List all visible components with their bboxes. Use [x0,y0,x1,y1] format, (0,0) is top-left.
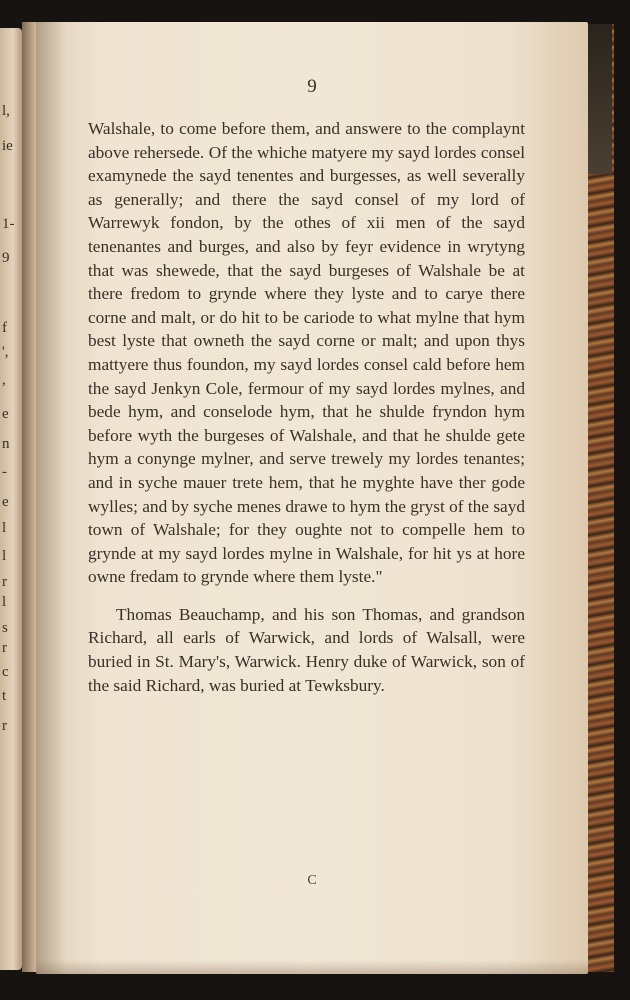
book-cover-edge [584,24,612,174]
page-bottom-shadow [36,960,588,974]
paragraph-burials: Thomas Beauchamp, and his son Thomas, and grandson Richard, all earls of Warwick, and lords of Walsall, were buried in St. Mary's, Warwick. Henry duke of Warwick, son of the said Richard, was buried at Tewksbury. [88,604,525,695]
left-page-fragment: r [2,718,7,734]
left-page-fragment: l [2,520,7,536]
left-page-fragment: c [2,664,9,680]
left-page-fragment: n [2,436,10,452]
left-page-fragment: l, [2,103,10,119]
left-page-fragment: ie [2,138,13,154]
left-page-fragment: - [2,464,7,480]
left-page-fragment: 1- [2,216,15,232]
left-page-fragment: r [2,574,7,590]
left-page-fragment: t [2,688,7,704]
book-page [36,22,588,974]
left-page-edge [0,28,22,970]
left-page-fragment: l [2,548,7,564]
left-page-fragment: s [2,620,8,636]
left-page-fragment: 9 [2,250,10,266]
left-page-fragment: e [2,406,9,422]
left-page-fragment: l [2,594,7,610]
page-number: 9 [307,76,317,97]
left-page-fragment: r [2,640,7,656]
left-page-fragment: , [2,372,6,388]
signature-mark: C [307,873,317,888]
left-page-fragment: e [2,494,9,510]
left-page-fragment: ', [2,344,9,360]
left-page-fragment: f [2,320,7,336]
page-text [88,117,525,697]
paragraph-quote: Walshale, to come before them, and answere to the complaynt above rehersede. Of the whiche matyere my sayd lordes consel examynede the sayd tenentes and burgesses, as well severally as generally; and there the sayd consel of my lord of Warrewyk fondon, by the othes of xii men of the sayd tenenantes and burges, and also by feyr evidence in wrytyng that was shewede, that the sayd burgeses of Walshale be at there fredom to grynde where they lyste and to carye there corne and malt, or do hit to be cariode to what mylne that hym best lyste that owneth the sayd corne or malt; and upon thys mattyere thus foundon, my sayd lordes consel cald before hem the sayd Jenkyn Cole, fermour of my sayd lordes mylnes, and bede hym, and conselode hym, that he shulde fryndon hym before wyth the burgeses of Walshale, and that he shulde gete hym a conynge mylner, and serve trewely my lordes tenantes; and in syche mauer trete hem, that he myghte have ther gode wylles; and by syche menes drawe to hym the gryst of the sayd town of Walshale; for they oughte not to compelle hem to grynde at my sayd lordes mylne in Walshale, for hit ys at hore owne fredam to grynde where them lyste." [88,119,525,587]
